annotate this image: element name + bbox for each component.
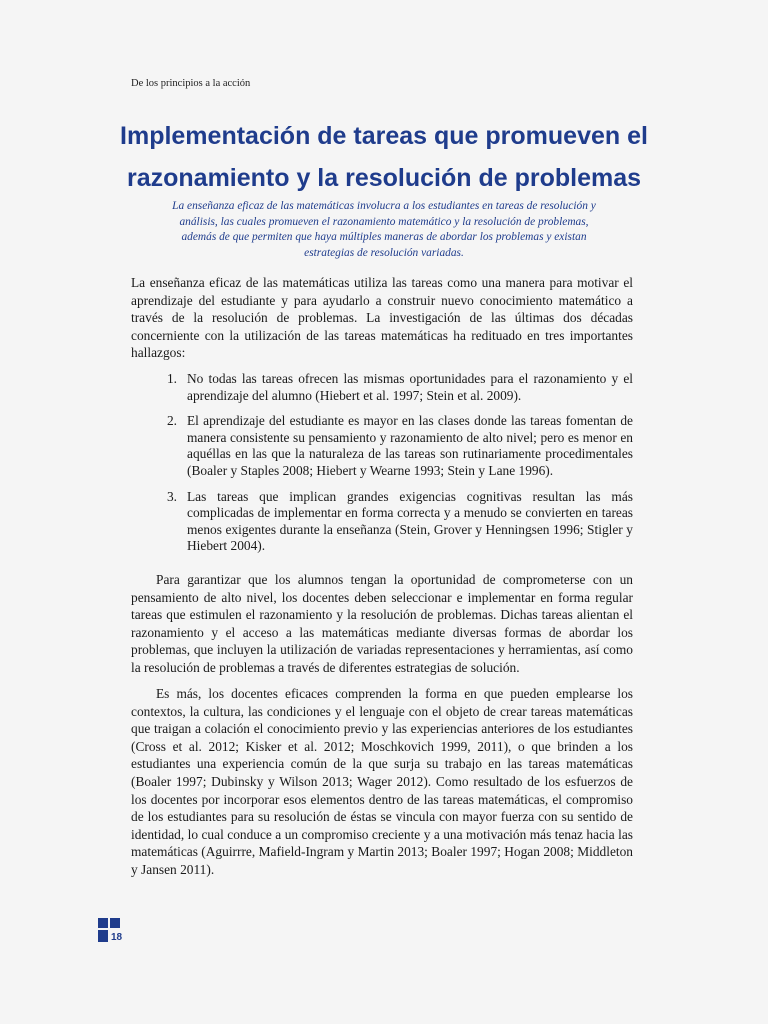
finding-number: 3.	[166, 488, 177, 504]
finding-item	[131, 489, 633, 555]
finding-text: Las tareas que implican grandes exigencias cognitivas resultan las más complicadas de implementar en forma correcta y a menudo se convierten en tareas menos exigentes durante la enseñanza (Stein, Grover y Henningsen 1996; Stigler y Hiebert 2004).	[187, 488, 633, 554]
section-title: Implementación de tareas que promueven el razonamiento y la resolución de problemas	[120, 122, 648, 192]
findings-list	[131, 371, 633, 564]
finding-item	[131, 413, 633, 479]
running-header: De los principios a la acción	[131, 78, 251, 89]
finding-number: 2.	[166, 413, 177, 429]
paragraph-intro: La enseñanza eficaz de las matemáticas utiliza las tareas como una manera para motivar el aprendizaje del estudiante y para ayudarlo a construir nuevo conocimiento matemático a través de la resolución de problemas. La investigación de las últimas dos décadas concerniente con la utilización de las tareas matemáticas ha redituado en tres importantes hallazgos:	[131, 275, 633, 361]
paragraph-contexts: Es más, los docentes eficaces comprenden la forma en que pueden emplearse los contextos, la cultura, las condiciones y el lenguaje con el objeto de crear tareas matemáticas que traigan a colación el conocimiento previo y las experiencias anteriores de los estudiantes (Cross et al. 2012; Kisker et al. 2012; Moschkovich 1999, 2011), o que brinden a los estudiantes una experiencia común de la que surja su trabajo en las tareas matemáticas (Boaler 1997; Dubinsky y Wilson 2013; Wager 2012). Como resultado de los esfuerzos de los docentes por incorporar esos elementos dentro de las tareas matemáticas, el compromiso de los estudiantes para su resolución de éstas se vincula con mayor fuerza con su sentido de identidad, lo cual conduce a un compromiso creciente y a una motivación más tenaz hacia las matemáticas (Aguirrre, Mafield-Ingram y Martin 2013; Boaler 1997; Hogan 2008; Middleton y Jansen 2011).	[131, 686, 633, 877]
section-abstract: La enseñanza eficaz de las matemáticas involucra a los estudiantes en tareas de resolución y análisis, las cuales promueven el razonamiento matemático y la resolución de problemas, además de que permiten que haya múltiples maneras de abordar los problemas y existan estrategias de resolución variadas.	[172, 200, 596, 259]
finding-item	[131, 371, 633, 404]
finding-text: No todas las tareas ofrecen las mismas oportunidades para el razonamiento y el aprendizaje del alumno (Hiebert et al. 1997; Stein et al. 2009).	[187, 371, 633, 403]
finding-text: El aprendizaje del estudiante es mayor en las clases donde las tareas fomentan de manera consistente su pensamiento y razonamiento de alto nivel; pero es menor en aquéllas en las que la naturaleza de las tareas son rutinariamente procedimentales (Boaler y Staples 2008; Hiebert y Wearne 1993; Stein y Lane 1996).	[187, 413, 633, 478]
paragraph-tasks: Para garantizar que los alumnos tengan la oportunidad de comprometerse con un pensamiento de alto nivel, los docentes deben seleccionar e implementar en forma regular tareas que estimulen el razonamiento y la resolución de problemas. Dichas tareas alientan el razonamiento y el acceso a las matemáticas mediante diversas formas de abordar los problemas, que incluyen la utilización de variadas representaciones y herramientas, así como la resolución de problemas a través de diferentes estrategias de solución.	[131, 572, 633, 675]
finding-number: 1.	[166, 371, 177, 386]
page-number: 18	[111, 932, 123, 943]
